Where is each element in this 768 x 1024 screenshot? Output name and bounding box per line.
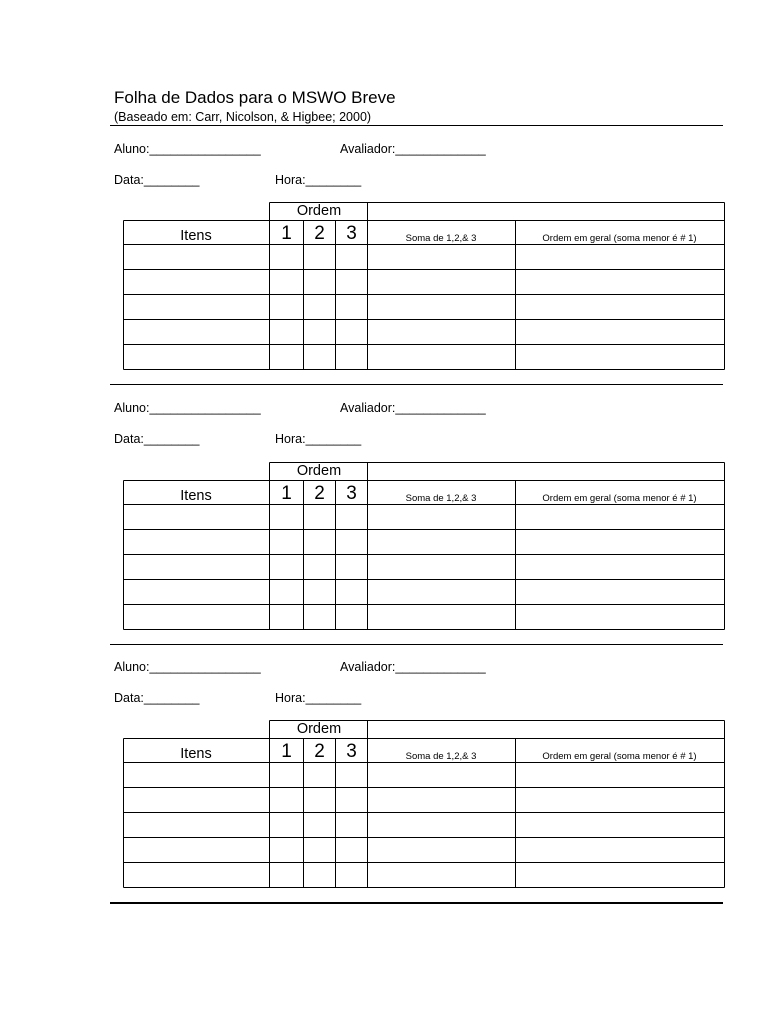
soma-header: Soma de 1,2,& 3: [405, 493, 477, 504]
header-divider: [110, 125, 723, 126]
footer-divider: [110, 902, 723, 904]
order-number-1: 1: [281, 223, 292, 244]
order-number-3: 3: [346, 483, 357, 504]
soma-header: Soma de 1,2,& 3: [405, 751, 477, 762]
hora-field[interactable]: Hora:________: [275, 173, 362, 187]
ordem-header: Ordem: [296, 721, 342, 737]
table-grid: [123, 720, 725, 888]
avaliador-field[interactable]: Avaliador:_____________: [340, 401, 486, 415]
itens-header: Itens: [180, 746, 212, 762]
mswo-table: [123, 720, 724, 887]
table-grid: [123, 462, 725, 630]
order-number-1: 1: [281, 741, 292, 762]
data-field[interactable]: Data:________: [114, 432, 200, 446]
data-field[interactable]: Data:________: [114, 173, 200, 187]
order-number-2: 2: [314, 483, 325, 504]
ordem-geral-header: Ordem em geral (soma menor é # 1): [542, 233, 697, 244]
table-grid: [123, 202, 725, 370]
avaliador-field[interactable]: Avaliador:_____________: [340, 142, 486, 156]
order-number-3: 3: [346, 223, 357, 244]
section-divider: [110, 384, 723, 385]
ordem-header: Ordem: [296, 463, 342, 479]
aluno-field[interactable]: Aluno:________________: [114, 401, 261, 415]
page-subtitle: (Baseado em: Carr, Nicolson, & Higbee; 2000): [114, 110, 372, 124]
section-divider: [110, 644, 723, 645]
order-number-3: 3: [346, 741, 357, 762]
itens-header: Itens: [180, 488, 212, 504]
avaliador-field[interactable]: Avaliador:_____________: [340, 660, 486, 674]
order-number-2: 2: [314, 223, 325, 244]
data-field[interactable]: Data:________: [114, 691, 200, 705]
soma-header: Soma de 1,2,& 3: [405, 233, 477, 244]
mswo-table: [123, 462, 724, 629]
hora-field[interactable]: Hora:________: [275, 691, 362, 705]
order-number-2: 2: [314, 741, 325, 762]
hora-field[interactable]: Hora:________: [275, 432, 362, 446]
ordem-geral-header: Ordem em geral (soma menor é # 1): [542, 493, 697, 504]
mswo-table: [123, 202, 724, 369]
aluno-field[interactable]: Aluno:________________: [114, 660, 261, 674]
itens-header: Itens: [180, 228, 212, 244]
page-title: Folha de Dados para o MSWO Breve: [114, 88, 396, 107]
ordem-geral-header: Ordem em geral (soma menor é # 1): [542, 751, 697, 762]
ordem-header: Ordem: [296, 203, 342, 219]
aluno-field[interactable]: Aluno:________________: [114, 142, 261, 156]
order-number-1: 1: [281, 483, 292, 504]
